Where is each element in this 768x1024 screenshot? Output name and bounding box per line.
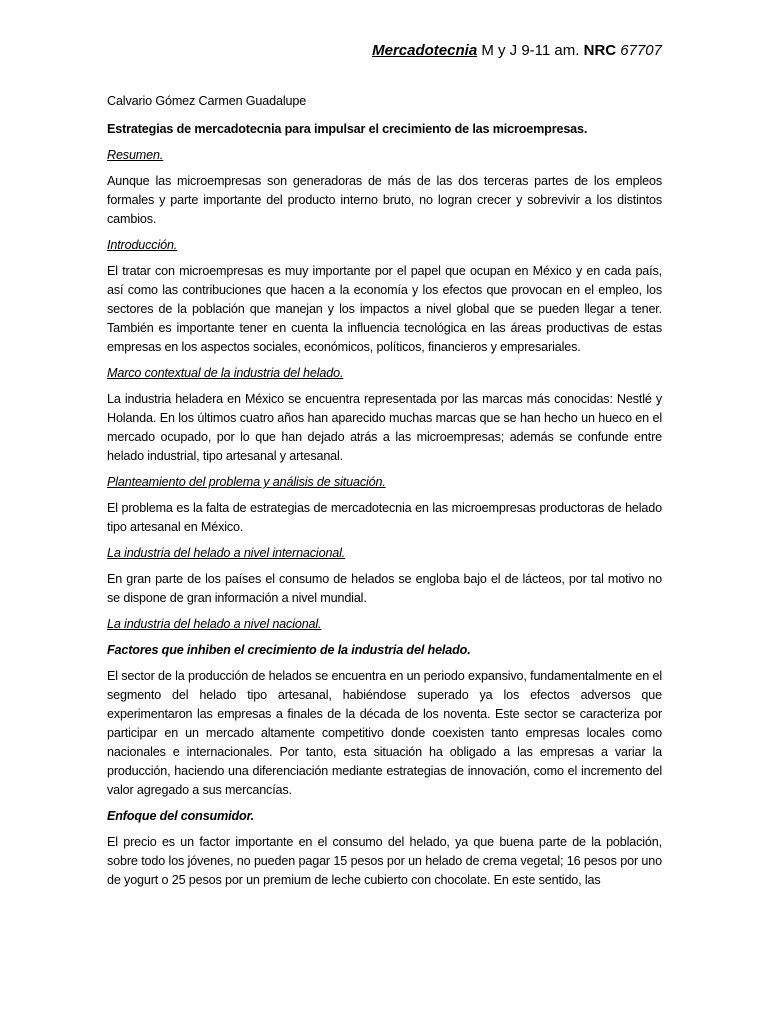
section-heading-internacional: La industria del helado a nivel internacional.	[107, 546, 346, 560]
paragraph-factores: El sector de la producción de helados se encuentra en un periodo expansivo, fundamentalmente en el segmento del helado tipo artesanal, habiéndose superado ya los efectos adversos que experimentaron las empresas a finales de la década de los noventa. Este sector se caracteriza por participar en un mercado altamente competitivo donde coexisten tanto empresas locales como nacionales e internacionales. Por tanto, esta situación ha obligado a las empresas a variar la producción, haciendo una diferenciación mediante estrategias de innovación, como el incremento del valor agregado a sus mercancías.	[107, 669, 662, 797]
paragraph-planteamiento: El problema es la falta de estrategias de mercadotecnia en las microempresas productoras de helado tipo artesanal en México.	[107, 501, 662, 534]
section-heading-planteamiento: Planteamiento del problema y análisis de situación.	[107, 475, 386, 489]
document-title: Estrategias de mercadotecnia para impulsar el crecimiento de las microempresas.	[107, 122, 588, 136]
paragraph-internacional: En gran parte de los países el consumo de helados se engloba bajo el de lácteos, por tal motivo no se dispone de gran información a nivel mundial.	[107, 572, 662, 605]
course-name: Mercadotecnia	[372, 42, 478, 59]
paragraph-resumen: Aunque las microempresas son generadoras de más de las dos terceras partes de los empleos formales y parte importante del producto interno bruto, no logran crecer y sobrevivir a los distintos cambios.	[107, 174, 662, 226]
nrc-label: NRC	[583, 42, 617, 59]
class-schedule: M y J 9-11 am.	[481, 42, 580, 59]
section-heading-introduccion: Introducción.	[107, 238, 178, 252]
subheading-factores: Factores que inhiben el crecimiento de la industria del helado.	[107, 643, 471, 657]
paragraph-enfoque: El precio es un factor importante en el consumo del helado, ya que buena parte de la población, sobre todo los jóvenes, no pueden pagar 15 pesos por un helado de crema vegetal; 16 pesos por uno de yogurt o 25 pesos por un premium de leche cubierto con chocolate. En este sentido, las	[107, 835, 662, 887]
paragraph-marco: La industria heladera en México se encuentra representada por las marcas más conocidas: Nestlé y Holanda. En los últimos cuatro años han aparecido muchas marcas que se han hecho un hueco en el mercado ocupado, por lo que han dejado atrás a las microempresas; además se confunde entre helado industrial, tipo artesanal y artesanal.	[107, 392, 662, 463]
document-header	[372, 42, 662, 59]
document-body	[107, 92, 662, 897]
section-heading-nacional: La industria del helado a nivel nacional.	[107, 617, 322, 631]
nrc-value: 67707	[620, 42, 662, 59]
section-heading-resumen: Resumen.	[107, 148, 164, 162]
paragraph-introduccion: El tratar con microempresas es muy importante por el papel que ocupan en México y en cada país, así como las contribuciones que hacen a la economía y los efectos que provocan en el empleo, los sectores de la población que manejan y los impactos a nivel global que se pueden llegar a tener. También es importante tener en cuenta la influencia tecnológica en las áreas productivas de estas empresas en los aspectos sociales, económicos, políticos, financieros y empresariales.	[107, 264, 662, 354]
author-name: Calvario Gómez Carmen Guadalupe	[107, 94, 307, 108]
section-heading-marco: Marco contextual de la industria del helado.	[107, 366, 344, 380]
subheading-enfoque: Enfoque del consumidor.	[107, 809, 254, 823]
